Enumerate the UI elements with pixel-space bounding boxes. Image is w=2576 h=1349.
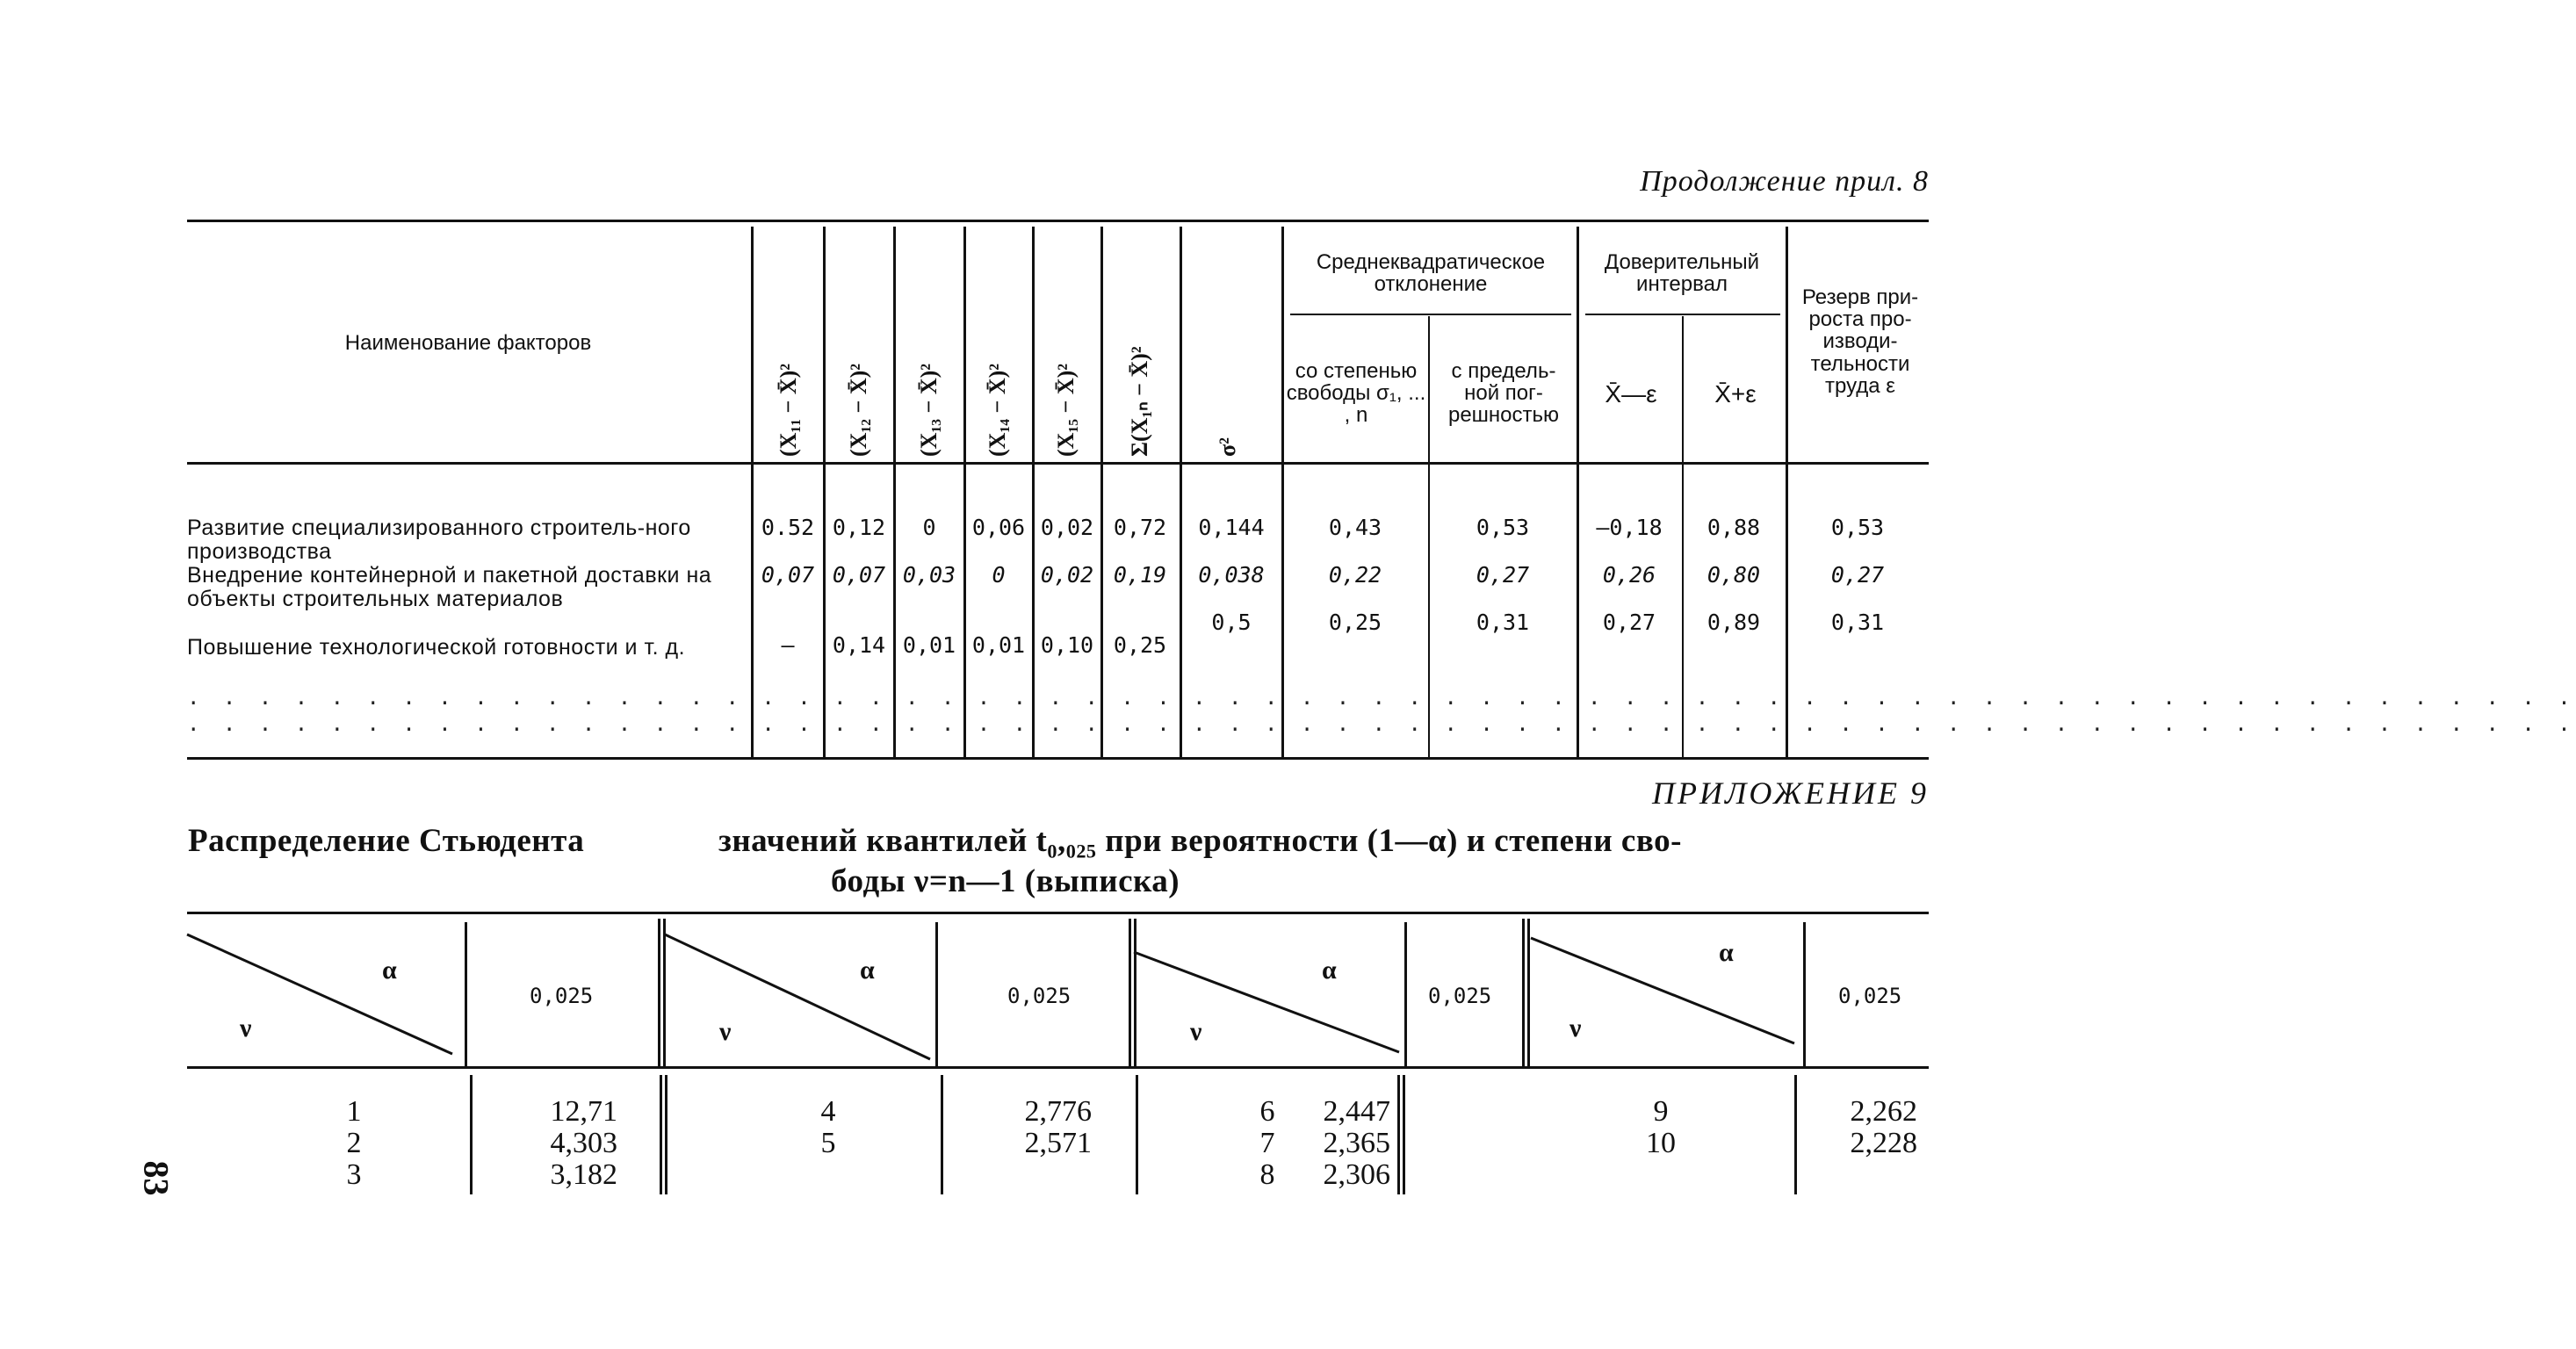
table-cell: —0,18 xyxy=(1596,515,1663,540)
confidence-interval-header: Доверительный интервал xyxy=(1604,250,1760,297)
col-divider xyxy=(1100,227,1103,757)
table-cell: 0,25 xyxy=(1328,610,1382,635)
nu-label: ν xyxy=(719,1017,732,1046)
std-error-header: с предель- ной пог- решностью xyxy=(1447,359,1560,428)
table-cell: 0,144 xyxy=(1198,515,1265,540)
col-divider xyxy=(1803,922,1806,1066)
table-cell: 0.52 xyxy=(761,515,815,540)
t-value: 2,447 xyxy=(1323,1095,1390,1128)
nu-label: ν xyxy=(1569,1014,1582,1042)
nu-value: 2 xyxy=(346,1127,362,1159)
col-divider xyxy=(1397,1075,1400,1194)
nu-value: 8 xyxy=(1259,1158,1275,1191)
col-divider xyxy=(1403,1075,1405,1194)
table-cell: 0,27 xyxy=(1830,562,1885,588)
col-divider xyxy=(1136,1075,1138,1194)
col-divider xyxy=(963,227,966,757)
factor-name-1: Развитие специализированного строитель-ного производства xyxy=(187,516,691,564)
factor-name-3: Повышение технологической готовности и т. д. xyxy=(187,635,686,660)
table-cell: 0,27 xyxy=(1602,610,1656,635)
col-divider xyxy=(465,922,467,1066)
table-cell: 0,88 xyxy=(1707,515,1761,540)
col-divider xyxy=(1180,227,1182,757)
table-cell: 0,14 xyxy=(832,632,886,658)
title-line-2: боды ν=n—1 (выписка) xyxy=(831,863,1180,899)
col-divider xyxy=(663,919,666,1066)
col-divider xyxy=(1129,919,1131,1066)
col-divider xyxy=(1522,919,1525,1066)
quantile-header: 0,025 xyxy=(1007,984,1072,1008)
table-cell: 0,10 xyxy=(1040,632,1094,658)
ci-lower-header: X̄—ε xyxy=(1605,380,1657,408)
table-cell: 0,12 xyxy=(832,515,886,540)
t-value: 4,303 xyxy=(550,1127,617,1159)
table-cell: 0,31 xyxy=(1830,610,1885,635)
nu-value: 9 xyxy=(1653,1095,1669,1128)
table-cell: 0,03 xyxy=(902,562,956,588)
table-cell: — xyxy=(781,632,795,658)
ellipsis-row: . . . . . . . . . . . . . . . . . . . . . . . . . . . . . . . . . . . . . . . . . . . . . . . . . . . . . . . . . . . . . . . . . . . xyxy=(187,685,2576,710)
nu-label: ν xyxy=(240,1014,252,1042)
col-divider xyxy=(941,1075,943,1194)
alpha-label: α xyxy=(1322,956,1337,985)
table-cell: 0,89 xyxy=(1707,610,1761,635)
table-cell: 0,07 xyxy=(832,562,886,588)
t-value: 2,262 xyxy=(1850,1095,1917,1128)
table-cell: 0,06 xyxy=(971,515,1026,540)
table-cell: 0,72 xyxy=(1113,515,1167,540)
t-value: 2,365 xyxy=(1323,1127,1390,1159)
col-divider xyxy=(1134,919,1136,1066)
table-cell: 0,038 xyxy=(1198,562,1265,588)
table-cell: 0,07 xyxy=(761,562,815,588)
sq-dev-header-1: (X₁₁ − X̄)² xyxy=(776,363,801,457)
col-divider xyxy=(1404,922,1407,1066)
nu-value: 3 xyxy=(346,1158,362,1191)
table-cell: 0 xyxy=(992,562,1006,588)
t-value: 2,776 xyxy=(1024,1095,1092,1128)
nu-label: ν xyxy=(1190,1017,1202,1046)
title-part-a: Распределение Стьюдента xyxy=(188,823,585,859)
table-cell: 0,25 xyxy=(1113,632,1167,658)
table-bottom-rule xyxy=(187,757,1929,760)
table-cell: 0,27 xyxy=(1476,562,1530,588)
alpha-label: α xyxy=(382,956,397,985)
reserve-header: Резерв при- роста про- изводи- тельности труда ε xyxy=(1801,285,1919,398)
col-divider xyxy=(1786,227,1788,757)
t-value: 3,182 xyxy=(550,1158,617,1191)
table-cell: 0,53 xyxy=(1476,515,1530,540)
col-divider xyxy=(1032,227,1035,757)
sq-dev-header-4: (X₁₄ − X̄)² xyxy=(985,363,1010,457)
table-cell: 0,5 xyxy=(1211,610,1252,635)
quantile-header: 0,025 xyxy=(1428,984,1492,1008)
sq-dev-header-2: (X₁₂ − X̄)² xyxy=(846,363,871,457)
title-part-b: значений квантилей t₀,₀₂₅ при вероятности (1—α) и степени сво- xyxy=(718,823,1682,859)
table-cell: 0,01 xyxy=(902,632,956,658)
std-dof-header: со степенью свободы σ₁, ... , n xyxy=(1286,359,1426,428)
nu-value: 6 xyxy=(1259,1095,1275,1128)
header-bottom-rule xyxy=(187,462,1929,465)
col-divider xyxy=(660,1075,662,1194)
table-cell: 0,26 xyxy=(1602,562,1656,588)
ci-upper-header: X̄+ε xyxy=(1714,380,1757,408)
quantile-header: 0,025 xyxy=(1838,984,1902,1008)
factor-name-2: Внедрение контейнерной и пакетной доставки на объекты строительных материалов xyxy=(187,563,712,611)
group-rule xyxy=(1585,314,1780,315)
table-cell: 0,02 xyxy=(1040,562,1094,588)
t-value: 2,228 xyxy=(1850,1127,1917,1159)
sq-dev-header-5: (X₁₅ − X̄)² xyxy=(1053,363,1079,457)
table-top-rule xyxy=(187,220,1929,222)
t-value: 2,571 xyxy=(1024,1127,1092,1159)
page-number: 83 xyxy=(136,1160,177,1196)
col-divider xyxy=(1281,227,1284,757)
appendix-label: ПРИЛОЖЕНИЕ 9 xyxy=(1652,775,1929,811)
t-value: 12,71 xyxy=(550,1095,617,1128)
variance-header: σ² xyxy=(1215,437,1240,457)
table-cell: 0,31 xyxy=(1476,610,1530,635)
col-divider xyxy=(1527,919,1530,1066)
col-divider xyxy=(665,1075,667,1194)
nu-value: 1 xyxy=(346,1095,362,1128)
factors-table xyxy=(187,220,2576,764)
table-cell: 0,80 xyxy=(1707,562,1761,588)
table-cell: 0,01 xyxy=(971,632,1026,658)
table-cell: 0 xyxy=(922,515,936,540)
std-deviation-header: Среднеквадратическое отклонение xyxy=(1316,250,1546,297)
sq-dev-header-3: (X₁₃ − X̄)² xyxy=(916,363,942,457)
ellipsis-row: . . . . . . . . . . . . . . . . . . . . . . . . . . . . . . . . . . . . . . . . . . . . . . . . . . . . . . . . . . . . . . . . . . . xyxy=(187,711,2576,736)
col-divider xyxy=(470,1075,473,1194)
alpha-label: α xyxy=(860,956,875,985)
factor-name-header: Наименование факторов xyxy=(344,331,592,355)
nu-value: 10 xyxy=(1646,1127,1676,1159)
col-divider xyxy=(751,227,754,757)
table-cell: 0,53 xyxy=(1830,515,1885,540)
table-cell: 0,19 xyxy=(1113,562,1167,588)
col-divider xyxy=(658,919,660,1066)
student-table xyxy=(187,912,1929,1201)
sq-dev-sum-header: Σ(X₁ₙ − X̄)² xyxy=(1127,346,1152,457)
table-cell: 0,22 xyxy=(1328,562,1382,588)
table-cell: 0,43 xyxy=(1328,515,1382,540)
col-divider xyxy=(935,922,938,1066)
continuation-note: Продолжение прил. 8 xyxy=(1640,165,1929,198)
col-divider xyxy=(823,227,826,757)
nu-value: 5 xyxy=(820,1127,836,1159)
t-value: 2,306 xyxy=(1323,1158,1390,1191)
col-divider xyxy=(1577,227,1579,757)
table-cell: 0,02 xyxy=(1040,515,1094,540)
nu-value: 4 xyxy=(820,1095,836,1128)
nu-value: 7 xyxy=(1259,1127,1275,1159)
group-rule xyxy=(1290,314,1571,315)
alpha-label: α xyxy=(1719,938,1734,967)
col-divider xyxy=(893,227,896,757)
quantile-header: 0,025 xyxy=(530,984,594,1008)
